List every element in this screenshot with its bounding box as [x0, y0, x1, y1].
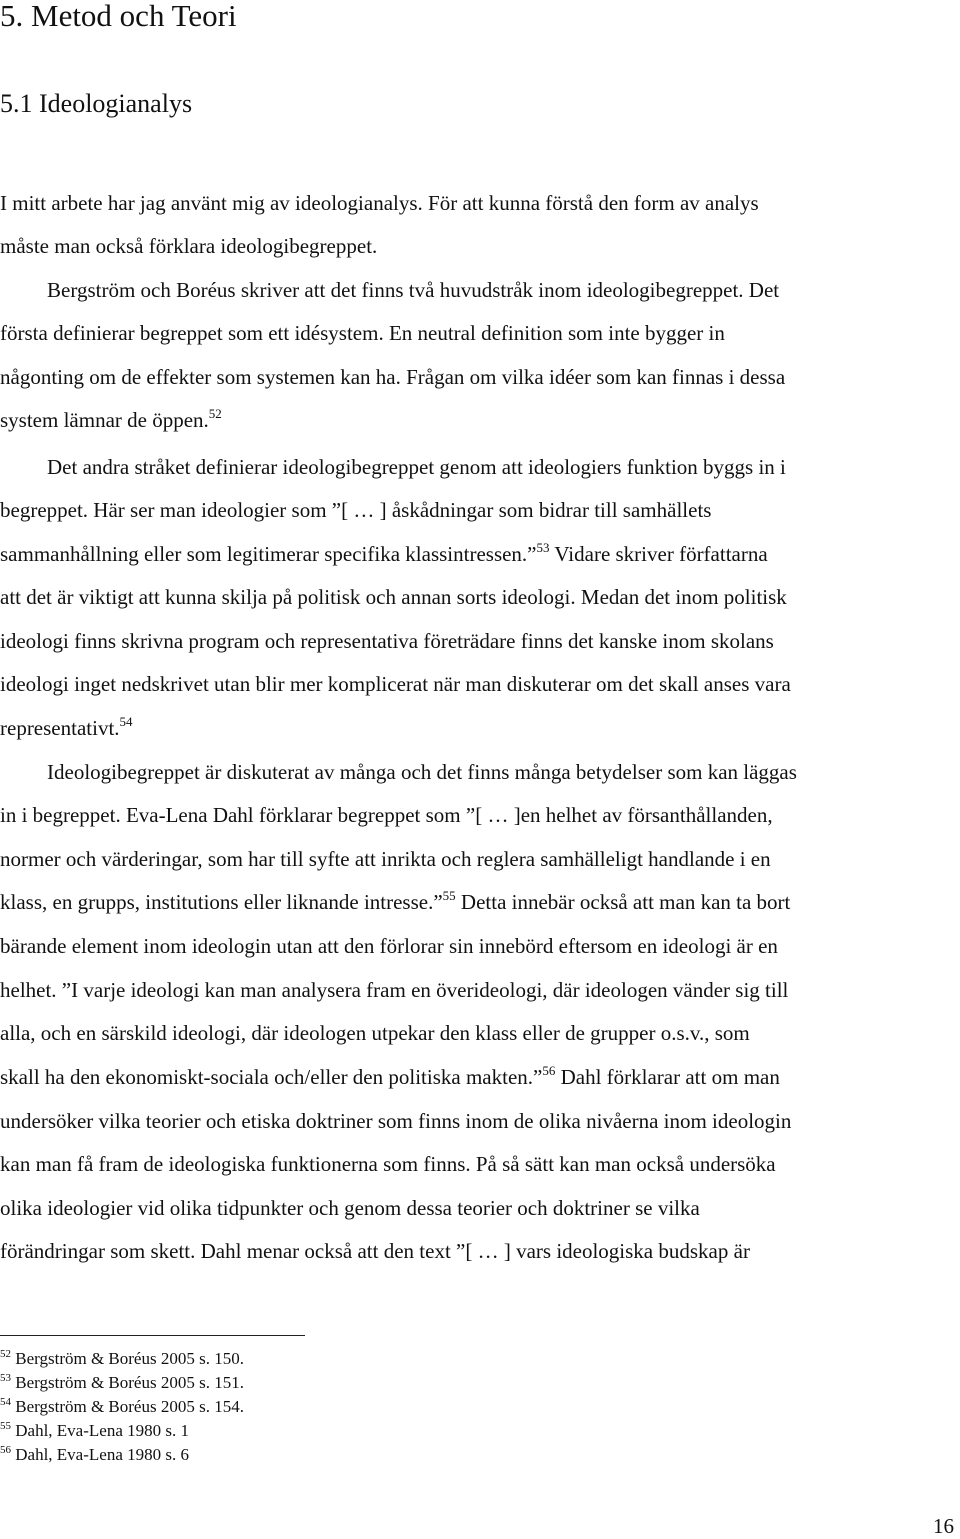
footnote: $^{53}$ Bergström & Boréus 2005 s. 151.	[0, 1372, 244, 1392]
footnote-ref: 53	[536, 540, 550, 555]
footnote-ref: 52	[208, 406, 222, 421]
body-line: Ideologibegreppet är diskuterat av många och det finns många betydelser som kan läggas	[47, 760, 797, 784]
body-line: ideologi inget nedskrivet utan blir mer komplicerat när man diskuterar om det skall anses vara	[0, 672, 791, 696]
body-line: in i begreppet. Eva-Lena Dahl förklarar begreppet som ”[ … ]en helhet av försanthållanden,	[0, 803, 773, 827]
body-line: måste man också förklara ideologibegreppet.	[0, 234, 378, 258]
body-line: bärande element inom ideologin utan att den förlorar sin innebörd eftersom en ideologi är en	[0, 934, 778, 958]
section-heading: 5.1 Ideologianalys	[0, 89, 193, 118]
chapter-heading: 5. Metod och Teori	[0, 0, 237, 33]
body-line: system lämnar de öppen.$^{52}$	[0, 406, 222, 432]
footnote: $^{52}$ Bergström & Boréus 2005 s. 150.	[0, 1348, 244, 1368]
body-line: normer och värderingar, som har till syfte att inrikta och reglera samhälleligt handlande i en	[0, 847, 771, 871]
body-line: att det är viktigt att kunna skilja på politisk och annan sorts ideologi. Medan det inom politisk	[0, 585, 787, 609]
body-line: första definierar begreppet som ett idésystem. En neutral definition som inte bygger in	[0, 321, 725, 345]
body-line: helhet. ”I varje ideologi kan man analysera fram en överideologi, där ideologen vänder sig till	[0, 978, 789, 1002]
body-line: Det andra stråket definierar ideologibegreppet genom att ideologiers funktion byggs in i	[47, 455, 786, 479]
body-line: förändringar som skett. Dahl menar också att den text ”[ … ] vars ideologiska budskap är	[0, 1239, 750, 1263]
body-line: ideologi finns skrivna program och representativa företrädare finns det kanske inom skolans	[0, 629, 774, 653]
body-line: begreppet. Här ser man ideologier som ”[ … ] åskådningar som bidrar till samhällets	[0, 498, 712, 522]
page-number: 16	[933, 1514, 954, 1538]
body-line: kan man få fram de ideologiska funktionerna som finns. På så sätt kan man också undersöka	[0, 1152, 776, 1176]
body-line: I mitt arbete har jag använt mig av ideologianalys. För att kunna förstå den form av analys	[0, 191, 759, 215]
footnote: $^{55}$ Dahl, Eva-Lena 1980 s. 1	[0, 1420, 189, 1440]
footnote: $^{54}$ Bergström & Boréus 2005 s. 154.	[0, 1396, 244, 1416]
body-line: sammanhållning eller som legitimerar specifika klassintressen.”$^{53}$ Vidare skriver författarna	[0, 540, 768, 566]
footnote-separator	[0, 1335, 305, 1336]
body-line: Bergström och Boréus skriver att det finns två huvudstråk inom ideologibegreppet. Det	[47, 278, 780, 302]
body-line: representativt.$^{54}$	[0, 714, 133, 740]
body-line: någonting om de effekter som systemen kan ha. Frågan om vilka idéer som kan finnas i dessa	[0, 365, 786, 389]
body-line: undersöker vilka teorier och etiska doktriner som finns inom de olika nivåerna inom ideologin	[0, 1109, 792, 1133]
body-line: skall ha den ekonomiskt-sociala och/eller den politiska makten.”$^{56}$ Dahl förklarar att om man	[0, 1063, 780, 1089]
body-line: alla, och en särskild ideologi, där ideologen utpekar den klass eller de grupper o.s.v., som	[0, 1021, 750, 1045]
footnote-ref: 55	[442, 888, 456, 903]
body-line: olika ideologier vid olika tidpunkter och genom dessa teorier och doktriner se vilka	[0, 1196, 700, 1220]
body-line: klass, en grupps, institutions eller liknande intresse.”$^{55}$ Detta innebär också att man kan ta bort	[0, 888, 791, 914]
footnote-ref: 56	[542, 1063, 556, 1078]
footnote-ref: 54	[119, 714, 133, 729]
footnote: $^{56}$ Dahl, Eva-Lena 1980 s. 6	[0, 1444, 189, 1464]
